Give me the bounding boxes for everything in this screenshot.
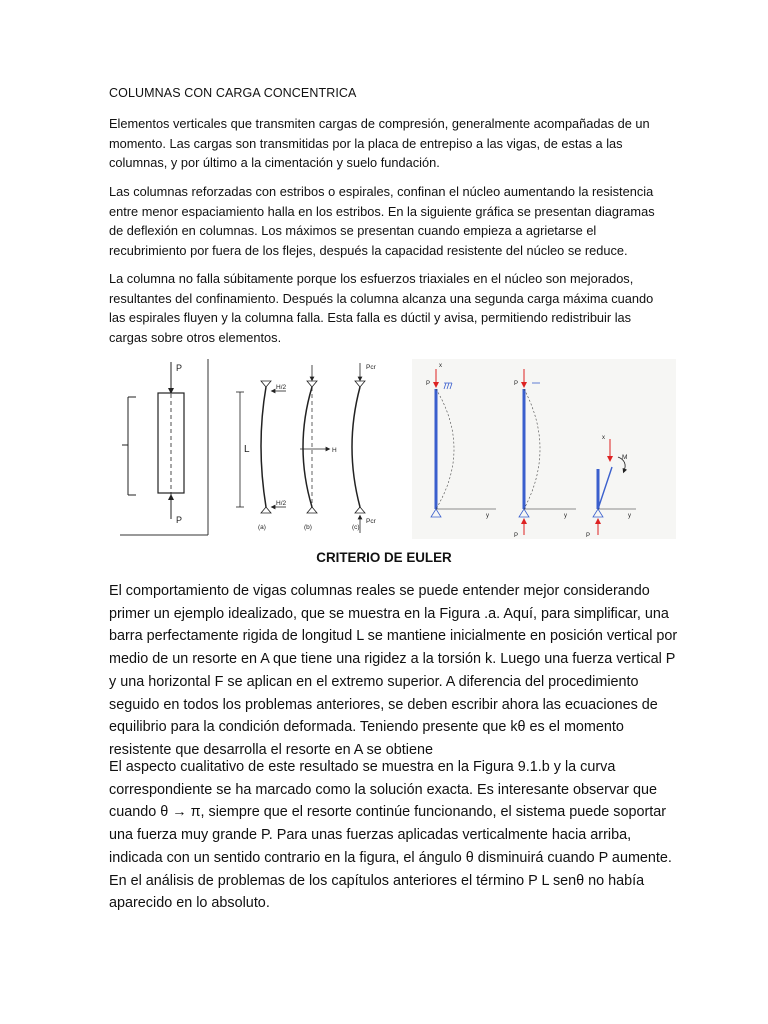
load-label-top: P [176, 363, 183, 373]
reaction-bottom-label: H/2 [276, 500, 287, 507]
axial-bottom-label: Pcr [366, 518, 376, 525]
buckled-columns-diagram [236, 363, 377, 533]
caption-b: (b) [304, 524, 312, 531]
column-deflection-figure [118, 357, 678, 542]
load-label-bottom: P [176, 515, 183, 525]
section-heading: COLUMNAS CON CARGA CONCENTRICA [109, 86, 357, 100]
paragraph-euler-behavior: El comportamiento de vigas columnas reales se puede entender mejor considerando primer un ejemplo idealizado, que se muestra en la Figura .a. Aquí, para simplificar, una barra perfectamente rigida de longitud L se mantiene inicialmente en posición vertical por medio de un resorte en A que tiene una rigidez a la torsión k. Luego una fuerza vertical P y una horizontal F se aplican en el extremo superior. A diferencia del procedimiento seguido en todos los problemas anteriores, se deben escribir ahora las ecuaciones de equilibrio para la condición deformada. Teniendo presente que kθ es el momento resistente que desarrolla el resorte en A se obtiene [109, 583, 678, 758]
axis-x-label-1: x [439, 363, 442, 369]
caption-a: (a) [258, 524, 266, 531]
force-label-2b: P [514, 533, 519, 539]
axis-x-label-3: x [602, 435, 605, 441]
lateral-load-label: H [332, 447, 337, 454]
force-label-3: P [586, 533, 591, 539]
paragraph-failure: La columna no falla súbitamente porque los esfuerzos triaxiales en el núcleo son mejorados, resultantes del confinamiento. Después la columna alcanza una segunda carga máxima cuando las espirales fluyen y la columna falla. Esta falla es dúctil y avisa, permitiendo redistribuir las cargas sobre otros elementos. [109, 271, 654, 346]
reaction-top-label: H/2 [276, 384, 287, 391]
euler-models-diagram [412, 359, 676, 539]
caption-c: (c) [352, 524, 360, 531]
concentric-column-diagram [120, 359, 208, 535]
paragraph-reinforced-columns: Las columnas reforzadas con estribos o espirales, confinan el núcleo aumentando la resistencia entre menor espaciamiento halla en los estribos. En la siguiente gráfica se presentan diagramas de deflexión en columnas. Los máximos se presentan cuando empieza a agrietarse el recubrimiento por fuera de los flejes, después la capacidad resistente del núcleo se reduce. [109, 184, 655, 259]
paragraph-qualitative-aspect: El aspecto cualitativo de este resultado se muestra en la Figura 9.1.b y la curva correspondiente se ha marcado como la solución exacta. Es interesante observar que cuando θ → π, siempre que el resorte continúe funcionando, el sistema puede soportar una fuerza muy grande P. Para unas fuerzas aplicadas verticalmente hacia arriba, indicada con un sentido contrario en la figura, el ángulo θ disminuirá cuando P aumente. En el análisis de problemas de los capítulos anteriores el término P L senθ no había aparecido en lo absoluto. [109, 759, 672, 912]
axis-y-label-2: y [564, 513, 567, 519]
moment-label: M [622, 454, 628, 461]
force-label-1: P [426, 381, 431, 387]
force-label-2: P [514, 381, 519, 387]
axis-y-label-3: y [628, 513, 631, 519]
section-subtitle: CRITERIO DE EULER [316, 550, 452, 565]
axial-top-label: Pcr [366, 364, 376, 371]
length-label: L [244, 444, 250, 455]
axis-y-label-1: y [486, 513, 489, 519]
paragraph-elements: Elementos verticales que transmiten cargas de compresión, generalmente acompañadas de un momento. Las cargas son transmitidas por la placa de entrepiso a las vigas, de estas a las columnas, y por último a la cimentación y suelo fundación. [109, 116, 650, 171]
